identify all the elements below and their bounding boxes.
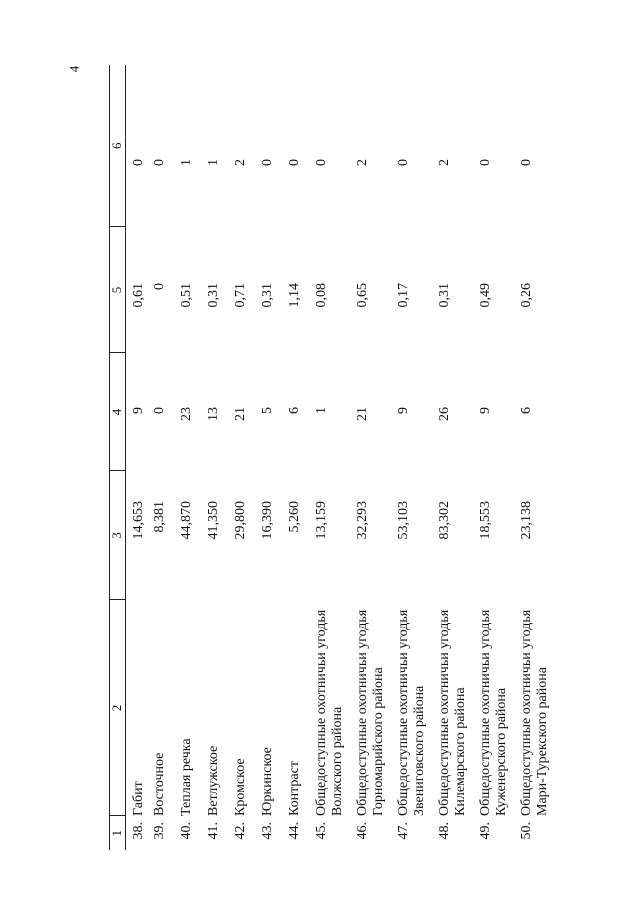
row-col-4: 9 bbox=[478, 407, 494, 414]
row-col-4: 9 bbox=[396, 407, 412, 414]
row-col-4: 9 bbox=[130, 407, 146, 414]
row-col-6: 2 bbox=[437, 159, 453, 166]
row-col-6: 1 bbox=[179, 159, 195, 166]
row-col-5: 0,26 bbox=[519, 283, 535, 308]
table-row bbox=[152, 65, 179, 850]
table-row bbox=[519, 65, 560, 850]
row-number: 47. bbox=[396, 822, 412, 840]
row-number: 44. bbox=[287, 822, 303, 840]
row-name: Общедоступные охотничьи угодья Горномарийского района bbox=[355, 609, 387, 816]
table-row bbox=[287, 65, 314, 850]
row-col-5: 0,49 bbox=[478, 283, 494, 308]
row-number: 50. bbox=[519, 822, 535, 840]
row-col-6: 0 bbox=[260, 159, 276, 166]
row-col-6: 2 bbox=[233, 159, 249, 166]
table-row bbox=[355, 65, 396, 850]
row-col-4: 6 bbox=[287, 407, 303, 414]
row-number: 49. bbox=[478, 822, 494, 840]
row-col-3: 5,260 bbox=[287, 501, 303, 533]
row-col-3: 41,350 bbox=[206, 501, 222, 540]
row-name: Общедоступные охотничьи угодья Килемарского района bbox=[437, 609, 469, 816]
row-col-5: 1,14 bbox=[287, 283, 303, 308]
row-name: Ветлужское bbox=[206, 745, 222, 816]
row-number: 48. bbox=[437, 822, 453, 840]
table-header-row bbox=[110, 65, 126, 850]
table-row bbox=[179, 65, 206, 850]
row-number: 40. bbox=[179, 822, 195, 840]
row-col-4: 26 bbox=[437, 407, 453, 421]
table-row bbox=[206, 65, 233, 850]
row-col-4: 21 bbox=[355, 407, 371, 421]
header-col-6: 6 bbox=[110, 65, 126, 227]
data-table bbox=[109, 65, 560, 850]
row-name: Общедоступные охотничьи угодья Куженерского района bbox=[478, 609, 510, 816]
row-col-3: 14,653 bbox=[130, 501, 146, 540]
row-number: 46. bbox=[355, 822, 371, 840]
row-col-5: 0,65 bbox=[355, 283, 371, 308]
row-col-4: 21 bbox=[233, 407, 249, 421]
row-col-5: 0,31 bbox=[437, 283, 453, 308]
header-col-2: 2 bbox=[110, 600, 126, 816]
row-col-3: 53,103 bbox=[396, 501, 412, 540]
header-col-5: 5 bbox=[110, 227, 126, 353]
header-col-1: 1 bbox=[110, 816, 126, 850]
row-col-6: 1 bbox=[206, 159, 222, 166]
row-col-5: 0,31 bbox=[260, 283, 276, 308]
row-name: Общедоступные охотничьи угодья Мари-Турекского района bbox=[519, 609, 551, 816]
row-name: Контраст bbox=[287, 761, 303, 816]
table-row bbox=[125, 65, 152, 850]
row-col-6: 2 bbox=[355, 159, 371, 166]
row-name: Теплая речка bbox=[179, 738, 195, 816]
row-col-3: 29,800 bbox=[233, 501, 249, 540]
row-col-3: 13,159 bbox=[314, 501, 330, 540]
row-number: 39. bbox=[152, 822, 168, 840]
row-col-6: 0 bbox=[478, 159, 494, 166]
row-col-5: 0,61 bbox=[130, 283, 146, 308]
row-name: Общедоступные охотничьи угодья Волжского района bbox=[314, 609, 346, 816]
table-row bbox=[314, 65, 355, 850]
row-col-3: 32,293 bbox=[355, 501, 371, 540]
row-col-4: 1 bbox=[314, 407, 330, 414]
row-col-5: 0,51 bbox=[179, 283, 195, 308]
row-col-5: 0,71 bbox=[233, 283, 249, 308]
header-col-3: 3 bbox=[110, 471, 126, 600]
row-col-3: 8,381 bbox=[152, 501, 168, 533]
row-col-4: 23 bbox=[179, 407, 195, 421]
row-number: 43. bbox=[260, 822, 276, 840]
row-col-3: 83,302 bbox=[437, 501, 453, 540]
row-number: 41. bbox=[206, 822, 222, 840]
row-col-3: 23,138 bbox=[519, 501, 535, 540]
row-number: 45. bbox=[314, 822, 330, 840]
row-name: Восточное bbox=[152, 752, 168, 816]
row-name: Кромское bbox=[233, 758, 249, 816]
row-name: Юркинское bbox=[260, 747, 276, 816]
row-number: 38. bbox=[130, 822, 146, 840]
table-row bbox=[437, 65, 478, 850]
row-name: Общедоступные охотничьи угодья Звениговского района bbox=[396, 609, 428, 816]
header-col-4: 4 bbox=[110, 353, 126, 471]
row-number: 42. bbox=[233, 822, 249, 840]
row-col-5: 0,17 bbox=[396, 283, 412, 308]
table-row bbox=[260, 65, 287, 850]
data-table-rotated bbox=[109, 65, 579, 850]
page-number: 4 bbox=[66, 65, 82, 73]
row-col-6: 0 bbox=[396, 159, 412, 166]
row-col-4: 5 bbox=[260, 407, 276, 414]
row-col-6: 0 bbox=[519, 159, 535, 166]
row-col-3: 16,390 bbox=[260, 501, 276, 540]
row-col-5: 0 bbox=[152, 283, 168, 290]
row-col-3: 18,553 bbox=[478, 501, 494, 540]
row-col-3: 44,870 bbox=[179, 501, 195, 540]
table-row bbox=[396, 65, 437, 850]
row-col-5: 0,31 bbox=[206, 283, 222, 308]
row-col-6: 0 bbox=[130, 159, 146, 166]
table-row bbox=[233, 65, 260, 850]
row-col-6: 0 bbox=[152, 159, 168, 166]
row-col-4: 13 bbox=[206, 407, 222, 421]
table-row bbox=[478, 65, 519, 850]
row-col-4: 0 bbox=[152, 407, 168, 414]
row-name: Габит bbox=[130, 781, 146, 816]
row-col-5: 0,08 bbox=[314, 283, 330, 308]
row-col-4: 6 bbox=[519, 407, 535, 414]
row-col-6: 0 bbox=[287, 159, 303, 166]
row-col-6: 0 bbox=[314, 159, 330, 166]
